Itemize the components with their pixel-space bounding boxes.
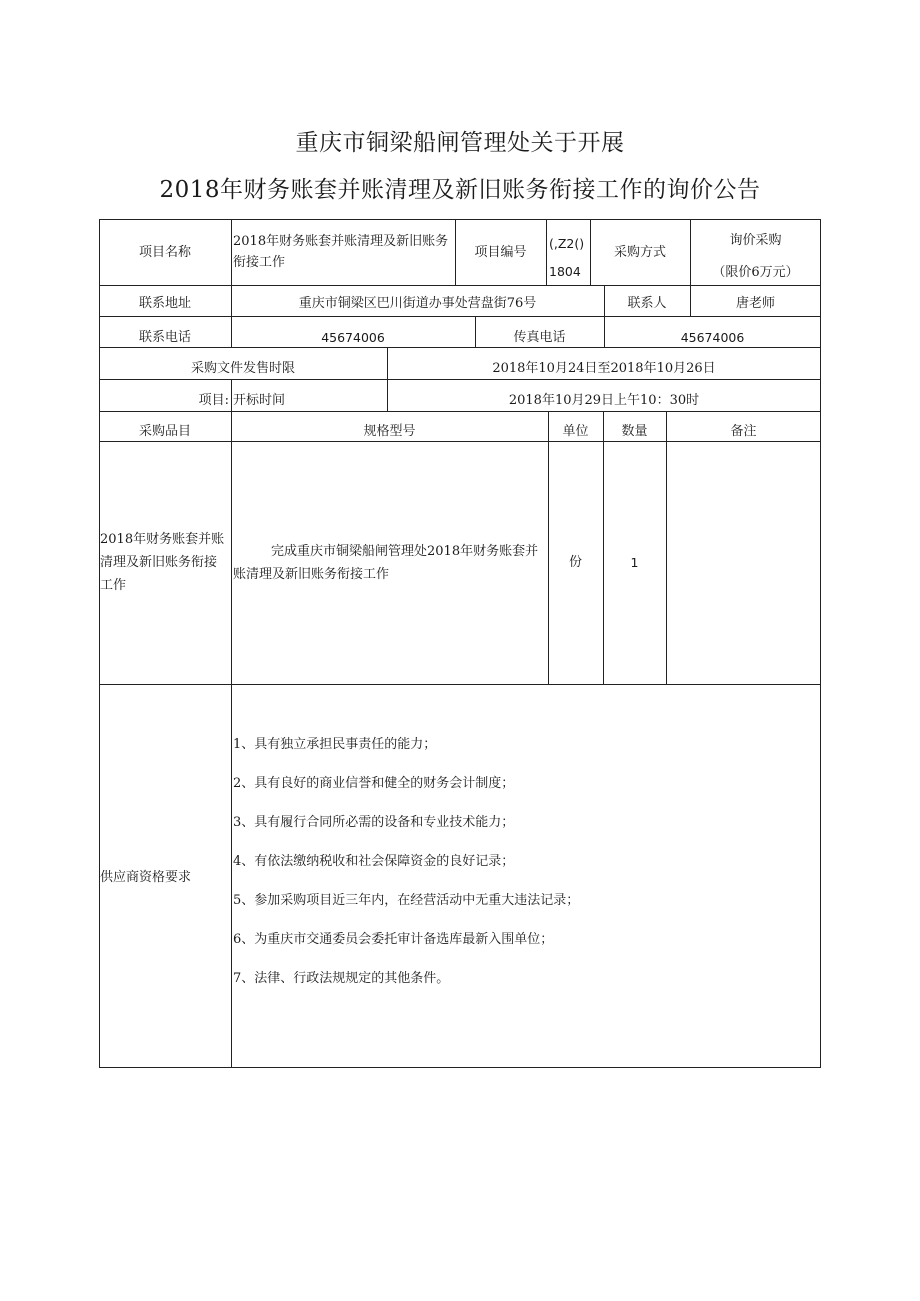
requirement-item: 6、为重庆市交通委员会委托审计备选库最新入围单位； — [233, 932, 554, 947]
col-divider — [231, 684, 232, 1068]
col-divider — [666, 411, 667, 684]
purchase-method-value-2: （限价6万元） — [712, 264, 799, 280]
item-unit: 份 — [568, 554, 582, 570]
fax-label: 传真电话 — [513, 329, 566, 345]
purchase-method-label: 采购方式 — [613, 244, 666, 260]
item-spec: 完成重庆市铜梁船闸管理处2018年财务账套并账清理及新旧账务衔接工作 — [233, 544, 539, 582]
header-item: 采购品目 — [138, 423, 191, 439]
contact-value: 唐老师 — [735, 295, 775, 311]
row-divider — [99, 285, 821, 286]
col-divider — [548, 411, 549, 684]
requirement-item: 7、法律、行政法规规定的其他条件。 — [233, 971, 450, 986]
doc-period-value: 2018年10月24日至2018年10月26日 — [492, 360, 716, 376]
col-divider — [231, 411, 232, 684]
opening-value: 2018年10月29日上午10：30时 — [508, 392, 700, 408]
header-remark: 备注 — [730, 423, 757, 439]
header-spec: 规格型号 — [363, 423, 416, 439]
opening-prefix: 项目: — [198, 392, 229, 408]
requirement-item: 1、具有独立承担民事责任的能力； — [233, 737, 437, 752]
col-divider — [231, 219, 232, 285]
header-qty: 数量 — [621, 423, 648, 439]
item-qty: 1 — [630, 554, 639, 570]
col-divider — [231, 379, 232, 411]
purchase-method-value-1: 询价采购 — [729, 232, 782, 248]
requirement-item: 5、参加采购项目近三年内，在经营活动中无重大违法记录； — [233, 893, 580, 908]
col-divider — [546, 219, 547, 285]
contact-label: 联系人 — [627, 295, 667, 311]
project-no-value-2: 1804 — [549, 264, 581, 279]
requirement-item: 2、具有良好的商业信誉和健全的财务会计制度； — [233, 776, 515, 791]
address-value: 重庆市铜梁区巴川街道办事处营盘街76号 — [298, 295, 537, 311]
notice-title-line-1: 重庆市铜梁船闸管理处关于开展 — [295, 130, 625, 156]
requirement-item: 4、有依法缴纳税收和社会保障资金的良好记录； — [233, 854, 515, 869]
opening-label: 开标时间 — [233, 392, 286, 408]
requirement-item: 3、具有履行合同所必需的设备和专业技术能力； — [233, 815, 515, 830]
item-name: 2018年财务账套并账清理及新旧账务衔接工作 — [100, 532, 225, 593]
col-divider — [603, 411, 604, 684]
row-divider — [99, 316, 821, 317]
project-no-label: 项目编号 — [474, 244, 527, 260]
project-no-value-1: (,Z2() — [549, 236, 585, 251]
requirements-label: 供应商资格要求 — [100, 869, 192, 885]
address-label: 联系地址 — [138, 295, 191, 311]
doc-period-label: 采购文件发售时限 — [190, 360, 295, 376]
row-divider — [99, 684, 821, 685]
fax-value: 45674006 — [680, 329, 745, 345]
project-name-value: 2018年财务账套并账清理及新旧账务衔接工作 — [233, 234, 449, 270]
item-remark — [666, 550, 821, 574]
phone-value: 45674006 — [321, 329, 385, 345]
phone-label: 联系电话 — [138, 329, 191, 345]
project-name-label: 项目名称 — [138, 244, 191, 260]
header-unit: 单位 — [562, 423, 589, 439]
notice-title-line-2: 2018年财务账套并账清理及新旧账务衔接工作的询价公告 — [159, 177, 761, 203]
requirements-list — [233, 735, 818, 1035]
